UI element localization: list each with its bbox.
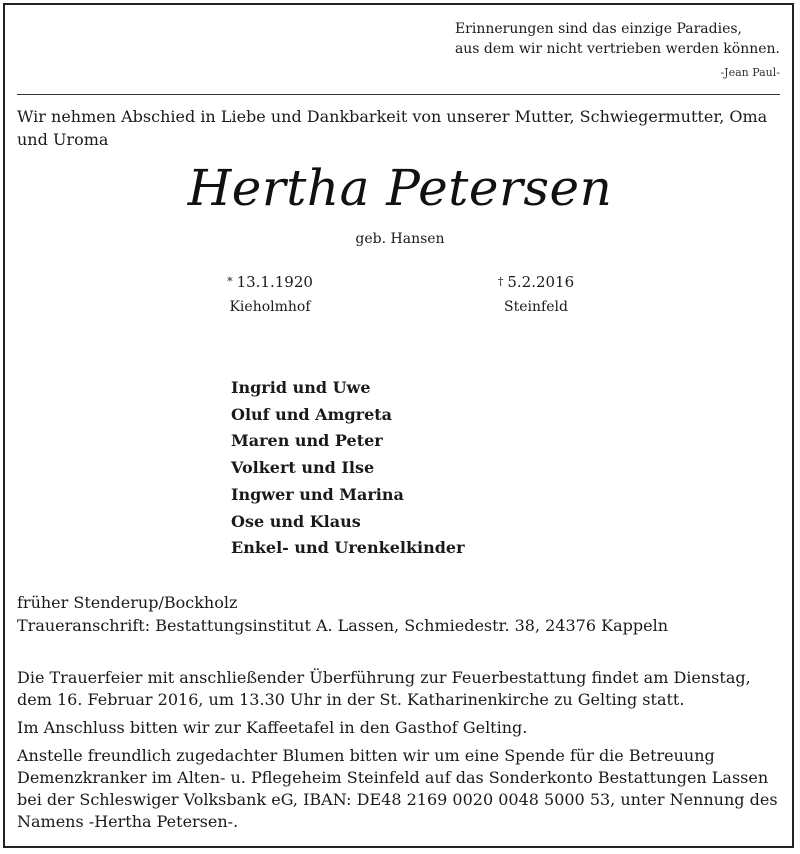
birth-symbol: *	[227, 275, 233, 288]
mourning-address: Traueranschrift: Bestattungsinstitut A. Lassen, Schmiedestr. 38, 24376 Kappeln	[17, 616, 668, 635]
death-symbol: †	[497, 275, 504, 288]
former-residence: früher Stenderup/Bockholz	[17, 593, 238, 612]
mourner-item: Ingrid und Uwe	[231, 378, 371, 397]
ceremony-text: Die Trauerfeier mit anschließender Überführung zur Feuerbestattung findet am Dienstag, dem 16. Februar 2016, um 13.30 Uhr in der St. Katharinenkirche zu Gelting statt.	[17, 668, 751, 709]
quote-line: Erinnerungen sind das einzige Paradies,	[454, 21, 742, 37]
contact-block	[17, 591, 783, 637]
birth-date-line	[170, 271, 370, 293]
death-date-line	[436, 271, 636, 293]
death-date: 5.2.2016	[507, 273, 575, 291]
death-place: Steinfeld	[504, 299, 568, 315]
reception-text: Im Anschluss bitten wir zur Kaffeetafel in den Gasthof Gelting.	[17, 718, 528, 737]
mourner-item: Ingwer und Marina	[231, 484, 404, 504]
intro-text: Wir nehmen Abschied in Liebe und Dankbarkeit von unserer Mutter, Schwiegermutter, Oma und Uroma	[17, 107, 768, 149]
deceased-name: Hertha Petersen	[187, 159, 613, 217]
quote-author: -Jean Paul-	[720, 66, 780, 79]
birth-place: Kieholmhof	[229, 299, 311, 315]
donation-text: Anstelle freundlich zugedachter Blumen bitten wir um eine Spende für die Betreuung Demenzkranker im Alten- u. Pflegeheim Steinfeld auf das Sonderkonto Bestattungen Lassen bei der Schleswiger Volksbank eG, IBAN: DE48 2169 0020 0048 5000 53, unter Nennung des Namens -Hertha Petersen-.	[17, 746, 778, 831]
mourner-item: Volkert und Ilse	[231, 458, 375, 478]
divider	[17, 94, 780, 95]
mourner-item: Ose und Klaus	[231, 511, 361, 531]
quote-line: aus dem wir nicht vertrieben werden können.	[454, 41, 780, 57]
birth-date: 13.1.1920	[236, 273, 313, 291]
mourners-list	[231, 375, 465, 562]
birth-info	[170, 271, 370, 318]
birth-name: geb. Hansen	[355, 231, 445, 247]
mourner-item: Maren und Peter	[231, 431, 383, 451]
notes-block	[17, 667, 783, 839]
mourner-item: Oluf und Amgreta	[231, 404, 393, 424]
death-info	[436, 271, 636, 318]
mourner-item: Enkel- und Urenkelkinder	[231, 538, 465, 558]
quote	[455, 19, 780, 59]
